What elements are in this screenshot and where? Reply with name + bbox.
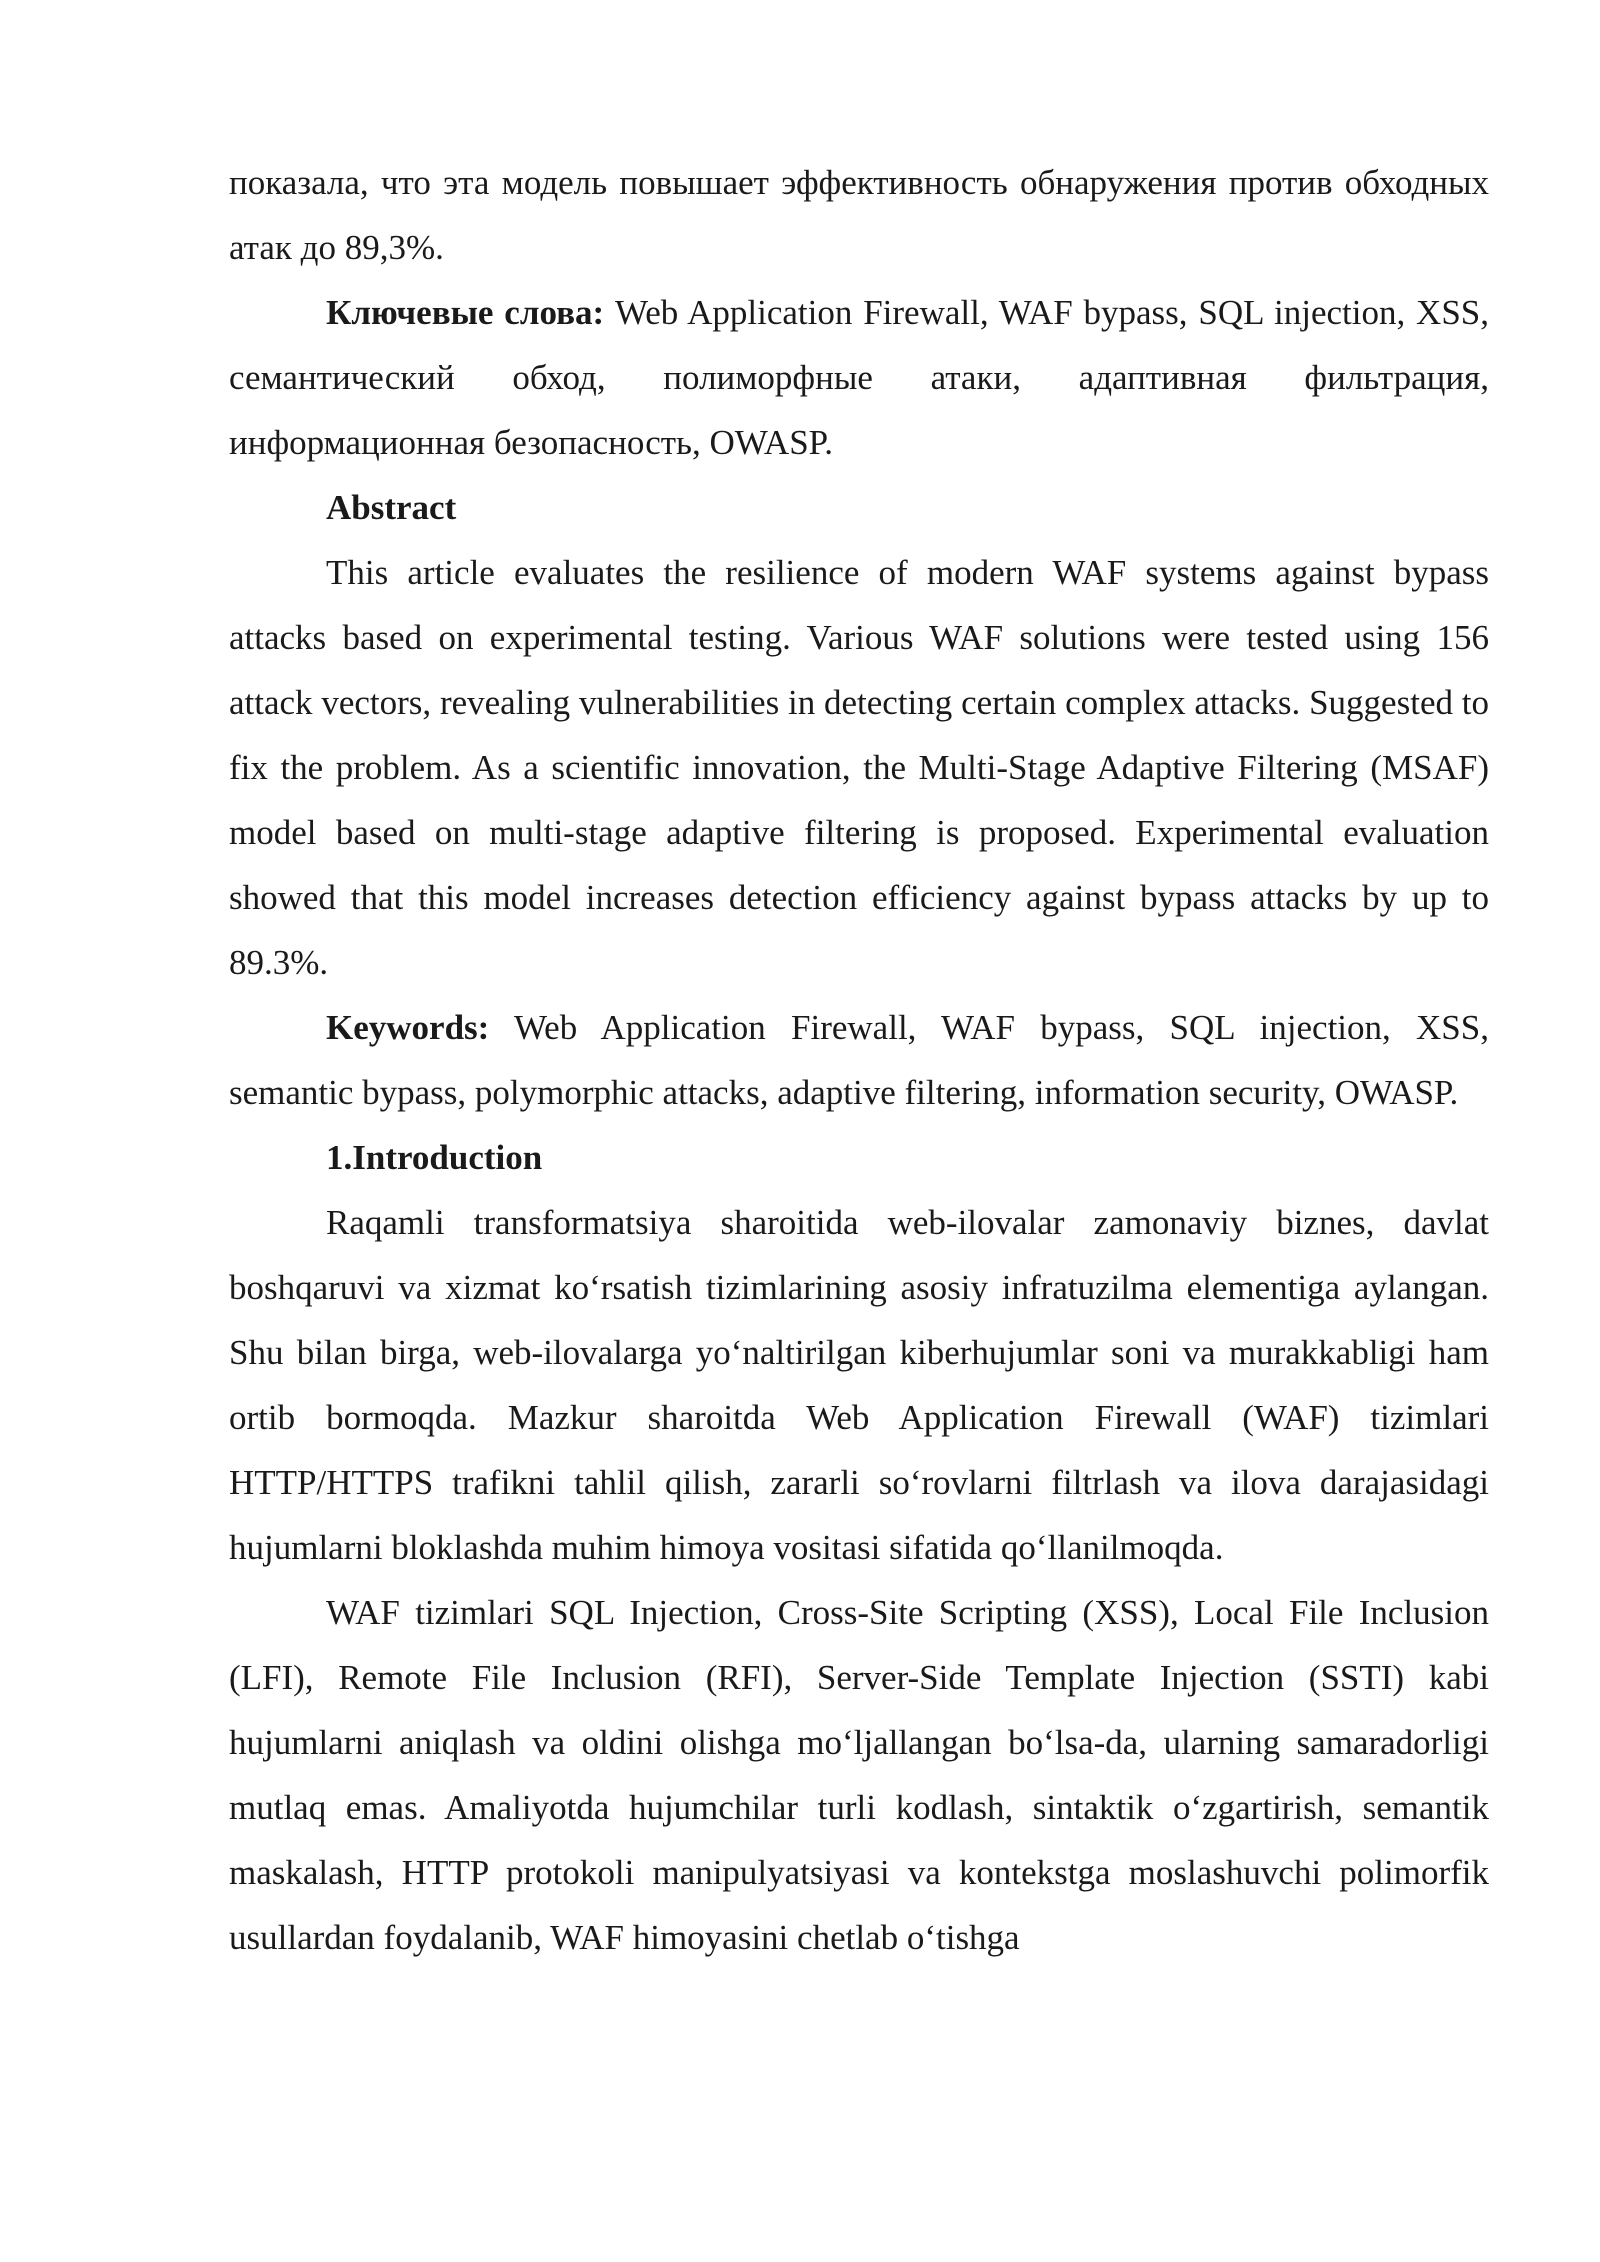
- russian-keywords-paragraph: [229, 280, 1489, 475]
- russian-abstract-end-paragraph: показала, что эта модель повышает эффективность обнаружения против обходных атак до 89,3%.: [229, 163, 1489, 267]
- english-keywords-text: Web Application Firewall, WAF bypass, SQL injection, XSS, semantic bypass, polymorphic attacks, adaptive filtering, information security, OWASP.: [229, 1008, 1489, 1112]
- introduction-paragraph-1: Raqamli transformatsiya sharoitida web-ilovalar zamonaviy biznes, davlat boshqaruvi va xizmat ko‘rsatish tizimlarining asosiy infratuzilma elementiga aylangan. Shu bilan birga, web-ilovalarga yo‘naltirilgan kiberhujumlar soni va murakkabligi ham ortib bormoqda. Mazkur sharoitda Web Application Firewall (WAF) tizimlari HTTP/HTTPS trafikni tahlil qilish, zararli so‘rovlarni filtrlash va ilova darajasidagi hujumlarni bloklashda muhim himoya vositasi sifatida qo‘llanilmoqda.: [229, 1203, 1489, 1567]
- abstract-heading: Abstract: [326, 488, 457, 527]
- introduction-paragraph-2: WAF tizimlari SQL Injection, Cross-Site Scripting (XSS), Local File Inclusion (LFI), Remote File Inclusion (RFI), Server-Side Template Injection (SSTI) kabi hujumlarni aniqlash va oldini olishga mo‘ljallangan bo‘lsa-da, ularning samaradorligi mutlaq emas. Amaliyotda hujumchilar turli kodlash, sintaktik o‘zgartirish, semantik maskalash, HTTP protokoli manipulyatsiyasi va kontekstga moslashuvchi polimorfik usullardan foydalanib, WAF himoyasini chetlab o‘tishga: [229, 1593, 1489, 1957]
- russian-keywords-text: Web Application Firewall, WAF bypass, SQL injection, XSS, семантический обход, полиморфные атаки, адаптивная фильтрация, информационная безопасность, OWASP.: [229, 293, 1490, 462]
- introduction-heading: 1.Introduction: [326, 1138, 543, 1177]
- english-keywords-paragraph: [229, 995, 1489, 1125]
- abstract-paragraph: This article evaluates the resilience of modern WAF systems against bypass attacks based on experimental testing. Various WAF solutions were tested using 156 attack vectors, revealing vulnerabilities in detecting certain complex attacks. Suggested to fix the problem. As a scientific innovation, the Multi-Stage Adaptive Filtering (MSAF) model based on multi-stage adaptive filtering is proposed. Experimental evaluation showed that this model increases detection efficiency against bypass attacks by up to 89.3%.: [229, 553, 1489, 982]
- russian-keywords-label: Ключевые слова:: [326, 293, 605, 332]
- body-text: [229, 150, 1489, 1970]
- english-keywords-label: Keywords:: [326, 1008, 490, 1047]
